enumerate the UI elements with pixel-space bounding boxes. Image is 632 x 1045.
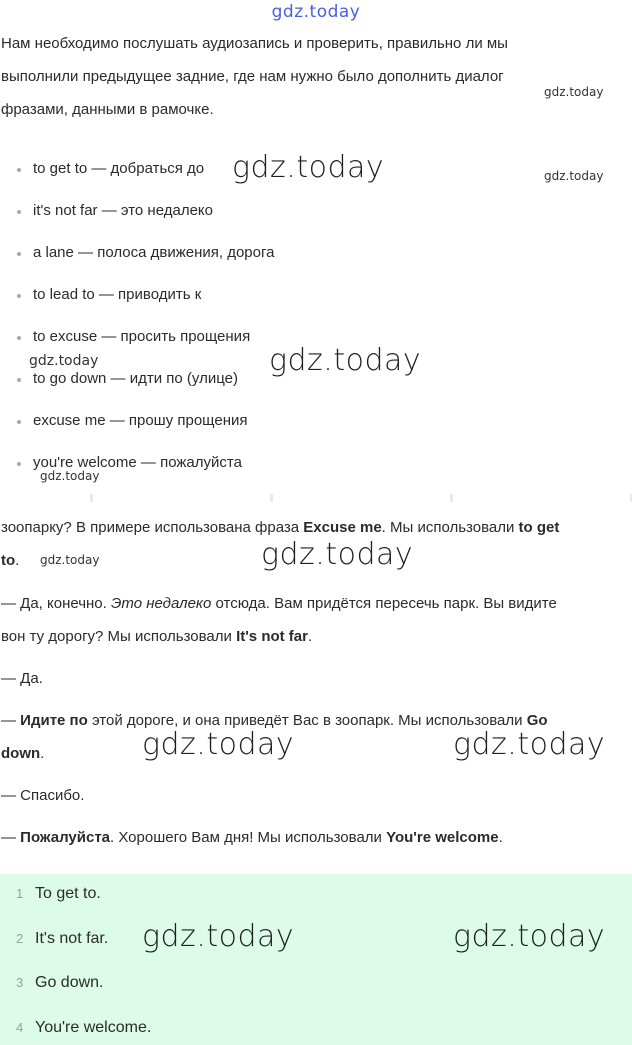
list-item: to excuse — просить прощения — [0, 316, 274, 358]
watermark: gdz.today — [40, 469, 100, 483]
dialog-paragraph: — Да, конечно. Это недалеко отсюда. Вам придётся пересечь парк. Вы видите — [1, 595, 557, 612]
watermark: gdz.today — [261, 537, 414, 572]
answer-number: 3 — [16, 975, 24, 990]
bullet-icon — [17, 336, 21, 340]
watermark: gdz.today — [142, 919, 295, 954]
watermark: gdz.today — [453, 919, 606, 954]
dialog-paragraph: — Да. — [1, 670, 43, 687]
answer-text: It's not far. — [35, 930, 109, 947]
intro-line-3: фразами, данными в рамочке. — [1, 101, 214, 118]
cropped-text-line — [0, 494, 632, 502]
answer-text: Go down. — [35, 974, 104, 991]
answer-number: 4 — [16, 1020, 24, 1035]
watermark: gdz.today — [142, 727, 295, 762]
list-item: to get to — добраться до — [0, 148, 274, 190]
dialog-paragraph: to. — [1, 552, 20, 569]
watermark: gdz.today — [269, 343, 422, 378]
dialog-paragraph: вон ту дорогу? Мы использовали It's not far. — [1, 628, 313, 645]
dialog-paragraph: — Пожалуйста. Хорошего Вам дня! Мы использовали You're welcome. — [1, 829, 503, 846]
bullet-icon — [17, 378, 21, 382]
answer-text: You're welcome. — [35, 1019, 152, 1036]
watermark: gdz.today — [544, 169, 604, 183]
watermark: gdz.today — [40, 553, 100, 567]
intro-line-2: выполнили предыдущее задние, где нам нужно было дополнить диалог — [1, 68, 504, 85]
list-item: to lead to — приводить к — [0, 274, 274, 316]
answer-number: 2 — [16, 931, 24, 946]
watermark: gdz.today — [544, 85, 604, 99]
dialog-paragraph: — Спасибо. — [1, 787, 85, 804]
list-item: excuse me — прошу прощения — [0, 400, 274, 442]
watermark: gdz.today — [29, 353, 99, 369]
answer-box — [0, 874, 632, 1045]
list-item: to go down — идти по (улице) — [0, 358, 274, 400]
bullet-icon — [17, 168, 21, 172]
bullet-icon — [17, 210, 21, 214]
watermark: gdz.today — [453, 727, 606, 762]
bullet-icon — [17, 294, 21, 298]
vocabulary-list — [0, 148, 274, 484]
bullet-icon — [17, 462, 21, 466]
site-logo[interactable]: gdz.today — [271, 2, 361, 22]
intro-line-1: Нам необходимо послушать аудиозапись и проверить, правильно ли мы — [1, 35, 508, 52]
answer-number: 1 — [16, 886, 24, 901]
list-item: you're welcome — пожалуйста — [0, 442, 274, 484]
watermark: gdz.today — [232, 150, 385, 185]
bullet-icon — [17, 420, 21, 424]
dialog-paragraph: down. — [1, 745, 45, 762]
list-item: it's not far — это недалеко — [0, 190, 274, 232]
list-item: a lane — полоса движения, дорога — [0, 232, 274, 274]
dialog-paragraph: зоопарку? В примере использована фраза Excuse me. Мы использовали to get — [1, 519, 560, 536]
dialog-paragraph: — Идите по этой дороге, и она приведёт Вас в зоопарк. Мы использовали Go — [1, 712, 548, 729]
bullet-icon — [17, 252, 21, 256]
answer-text: To get to. — [35, 885, 101, 902]
